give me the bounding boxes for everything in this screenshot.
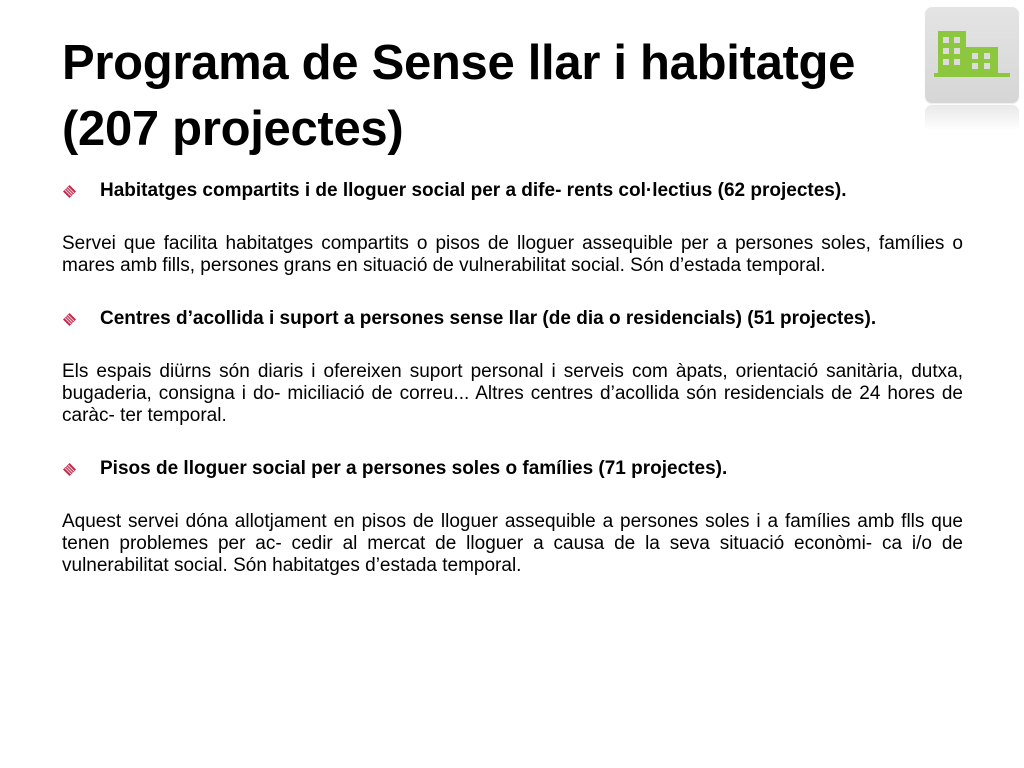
slide-content bbox=[62, 180, 963, 577]
building-badge bbox=[925, 7, 1019, 103]
bullet-item-3 bbox=[62, 458, 963, 480]
paragraph-2: Els espais diürns són diaris i ofereixen suport personal i serveis com àpats, orientació sanitària, dutxa, bugaderia, consigna i do- miciliació de correu... Altres centres d’acollida són residencials de 24 hores de caràc- ter temporal. bbox=[62, 361, 963, 426]
bullet-icon bbox=[62, 184, 77, 199]
paragraph-1: Servei que facilita habitatges compartits o pisos de lloguer assequible per a persones soles, famílies o mares amb fills, persones grans en situació de vulnerabilitat social. Són d’estada temporal. bbox=[62, 233, 963, 276]
bullet-icon bbox=[62, 462, 77, 477]
bullet-item-2 bbox=[62, 308, 963, 330]
paragraph-3: Aquest servei dóna allotjament en pisos de lloguer assequible a persones soles i a famílies amb flls que tenen problemes per ac- cedir al mercat de lloguer a causa de la seva situació econòmi- ca i/o de vulnerabilitat social. Són habitatges d’estada temporal. bbox=[62, 511, 963, 576]
slide-title: Programa de Sense llar i habitatge (207 projectes) bbox=[62, 36, 856, 156]
bullet-item-1 bbox=[62, 180, 963, 202]
bullet-icon bbox=[62, 312, 77, 327]
bullet-heading: Habitatges compartits i de lloguer social per a dife- rents col·lectius (62 projectes). bbox=[100, 180, 847, 201]
building-icon bbox=[934, 29, 1010, 77]
badge-reflection bbox=[925, 105, 1019, 131]
bullet-heading: Centres d’acollida i suport a persones sense llar (de dia o residencials) (51 projectes). bbox=[100, 308, 877, 329]
bullet-heading: Pisos de lloguer social per a persones soles o famílies (71 projectes). bbox=[100, 458, 728, 479]
